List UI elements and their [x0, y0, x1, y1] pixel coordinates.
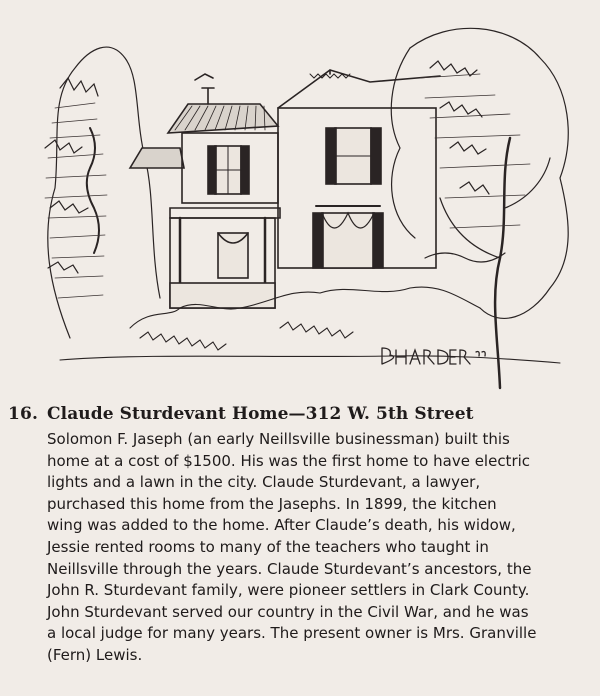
description-line: a local judge for many years. The present owner is Mrs. Granville — [47, 624, 537, 643]
description-line: wing was added to the home. After Claude’s death, his widow, — [47, 516, 516, 535]
description-line: lights and a lawn in the city. Claude Sturdevant, a lawyer, — [47, 473, 481, 492]
description-line: home at a cost of $1500. His was the first home to have electric — [47, 451, 531, 470]
description-line: purchased this home from the Jasephs. In 1899, the kitchen — [47, 494, 497, 513]
description-line: John R. Sturdevant family, were pioneer settlers in Clark County. — [47, 581, 530, 600]
right-tree-drawing — [391, 28, 568, 388]
description-line: John Sturdevant served our country in the Civil War, and he was — [47, 602, 529, 621]
house-drawing — [130, 70, 440, 308]
entry-description — [47, 429, 595, 667]
description-line: Neillsville through the years. Claude Sturdevant’s ancestors, the — [47, 559, 532, 578]
description-line: Jessie rented rooms to many of the teachers who taught in — [47, 537, 489, 556]
house-illustration — [30, 8, 582, 400]
description-line: Solomon F. Jaseph (an early Neillsville businessman) built this — [47, 430, 510, 448]
entry-title: Claude Sturdevant Home—312 W. 5th Street — [47, 404, 474, 424]
entry-number: 16. — [8, 404, 39, 424]
description-line: (Fern) Lewis. — [47, 645, 143, 664]
left-tree-drawing — [45, 47, 160, 338]
